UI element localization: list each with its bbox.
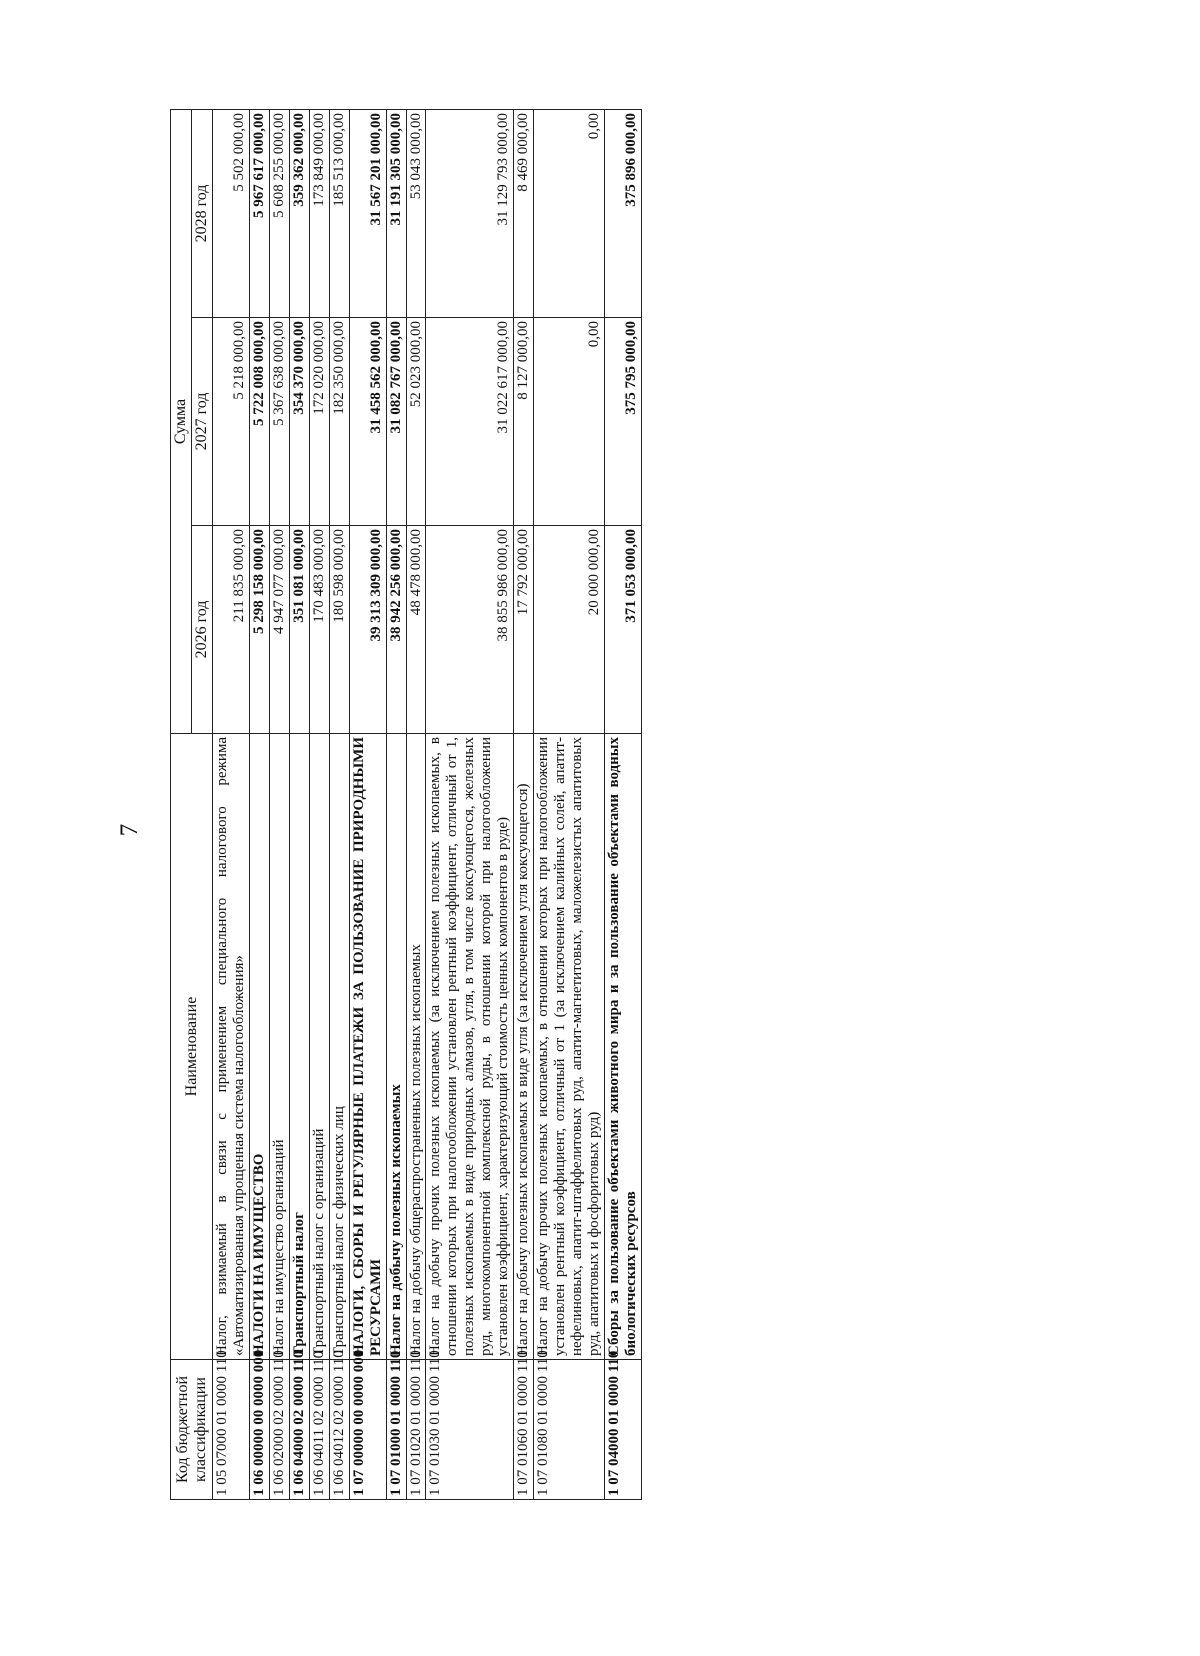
value-2028-cell: 5 608 255 000,00 [269,110,289,318]
value-2027-cell: 172 020 000,00 [309,318,329,526]
table-row [514,110,534,1500]
value-2026-cell: 170 483 000,00 [309,526,329,734]
name-cell: Налог на добычу общераспространенных полезных ископаемых [406,734,426,1360]
value-2028-cell: 5 967 617 000,00 [250,110,270,318]
value-2027-cell: 8 127 000,00 [514,318,534,526]
code-cell: 1 07 01060 01 0000 110 [514,1360,534,1500]
rotated-page-content [170,110,642,1500]
name-cell: Транспортный налог с физических лиц [329,734,349,1360]
table-row [386,110,406,1500]
table-row [269,110,289,1500]
value-2027-cell: 31 458 562 000,00 [349,318,386,526]
value-2028-cell: 185 513 000,00 [329,110,349,318]
value-2026-cell: 5 298 158 000,00 [250,526,270,734]
code-cell: 1 05 07000 01 0000 110 [213,1360,250,1500]
code-cell: 1 07 01020 01 0000 110 [406,1360,426,1500]
code-cell: 1 07 01000 01 0000 110 [386,1360,406,1500]
value-2028-cell: 53 043 000,00 [406,110,426,318]
code-cell: 1 06 04011 02 0000 110 [309,1360,329,1500]
table-row [426,110,514,1500]
table-row [213,110,250,1500]
value-2026-cell: 211 835 000,00 [213,526,250,734]
value-2028-cell: 31 191 305 000,00 [386,110,406,318]
name-cell: НАЛОГИ, СБОРЫ И РЕГУЛЯРНЫЕ ПЛАТЕЖИ ЗА ПОЛЬЗОВАНИЕ ПРИРОДНЫМИ РЕСУРСАМИ [349,734,386,1360]
header-year-2028: 2028 год [192,110,213,318]
code-cell: 1 06 00000 00 0000 000 [250,1360,270,1500]
code-cell: 1 07 01030 01 0000 110 [426,1360,514,1500]
table-row [349,110,386,1500]
code-cell: 1 07 04000 01 0000 110 [604,1360,641,1500]
value-2026-cell: 351 081 000,00 [289,526,309,734]
table-row [329,110,349,1500]
value-2027-cell: 31 022 617 000,00 [426,318,514,526]
name-cell: Налог на добычу прочих полезных ископаемых, в отношении которых при налогообложении установлен рентный коэффициент, отличный от 1 (за исключением калийных солей, апатит-нефелиновых, апатит-штаффелитовых руд, апатит-магнетитовых, маложелезистых апатитовых руд, апатитовых и фосфоритовых руд) [534,734,605,1360]
name-cell: Налог, взимаемый в связи с применением специального налогового режима «Автоматизированная упрощенная система налогообложения» [213,734,250,1360]
table-row [309,110,329,1500]
name-cell: Транспортный налог [289,734,309,1360]
value-2027-cell: 182 350 000,00 [329,318,349,526]
value-2028-cell: 8 469 000,00 [514,110,534,318]
budget-revenue-table [170,109,642,1500]
code-cell: 1 06 04012 02 0000 110 [329,1360,349,1500]
value-2026-cell: 20 000 000,00 [534,526,605,734]
value-2026-cell: 371 053 000,00 [604,526,641,734]
value-2027-cell: 5 367 638 000,00 [269,318,289,526]
name-cell: Налог на добычу полезных ископаемых в виде угля (за исключением угля коксующегося) [514,734,534,1360]
header-name: Наименование [171,734,213,1360]
name-cell: Транспортный налог с организаций [309,734,329,1360]
value-2027-cell: 5 722 008 000,00 [250,318,270,526]
value-2026-cell: 39 313 309 000,00 [349,526,386,734]
value-2026-cell: 4 947 077 000,00 [269,526,289,734]
value-2028-cell: 31 129 793 000,00 [426,110,514,318]
value-2027-cell: 375 795 000,00 [604,318,641,526]
value-2027-cell: 354 370 000,00 [289,318,309,526]
code-cell: 1 06 04000 02 0000 110 [289,1360,309,1500]
table-row [534,110,605,1500]
name-cell: Налог на имущество организаций [269,734,289,1360]
code-cell: 1 07 01080 01 0000 110 [534,1360,605,1500]
value-2027-cell: 52 023 000,00 [406,318,426,526]
table-row [406,110,426,1500]
value-2026-cell: 38 942 256 000,00 [386,526,406,734]
value-2026-cell: 38 855 986 000,00 [426,526,514,734]
value-2026-cell: 17 792 000,00 [514,526,534,734]
header-year-2027: 2027 год [192,318,213,526]
value-2028-cell: 173 849 000,00 [309,110,329,318]
header-code: Код бюджетной классификации [171,1360,213,1500]
value-2028-cell: 0,00 [534,110,605,318]
code-cell: 1 07 00000 00 0000 000 [349,1360,386,1500]
code-cell: 1 06 02000 02 0000 110 [269,1360,289,1500]
name-cell: НАЛОГИ НА ИМУЩЕСТВО [250,734,270,1360]
value-2028-cell: 375 896 000,00 [604,110,641,318]
page-number: 7 [116,823,143,837]
header-sum: Сумма [171,110,192,734]
table-row [604,110,641,1500]
name-cell: Налог на добычу полезных ископаемых [386,734,406,1360]
header-year-2026: 2026 год [192,526,213,734]
name-cell: Сборы за пользование объектами животного мира и за пользование объектами водных биологических ресурсов [604,734,641,1360]
value-2026-cell: 180 598 000,00 [329,526,349,734]
value-2027-cell: 0,00 [534,318,605,526]
value-2027-cell: 31 082 767 000,00 [386,318,406,526]
value-2026-cell: 48 478 000,00 [406,526,426,734]
table-header-row [171,110,192,1500]
table-body [213,110,642,1500]
name-cell: Налог на добычу прочих полезных ископаемых (за исключением полезных ископаемых, в отношении которых при налогообложении установлен рентный коэффициент, отличный от 1, полезных ископаемых в виде природных алмазов, угля, в том числе коксующегося, железных руд, многокомпонентной комплексной руды, в отношении которой при налогообложении установлен коэффициент, характеризующий стоимость ценных компонентов в руде) [426,734,514,1360]
value-2027-cell: 5 218 000,00 [213,318,250,526]
value-2028-cell: 31 567 201 000,00 [349,110,386,318]
table-row [289,110,309,1500]
value-2028-cell: 5 502 000,00 [213,110,250,318]
value-2028-cell: 359 362 000,00 [289,110,309,318]
table-row [250,110,270,1500]
